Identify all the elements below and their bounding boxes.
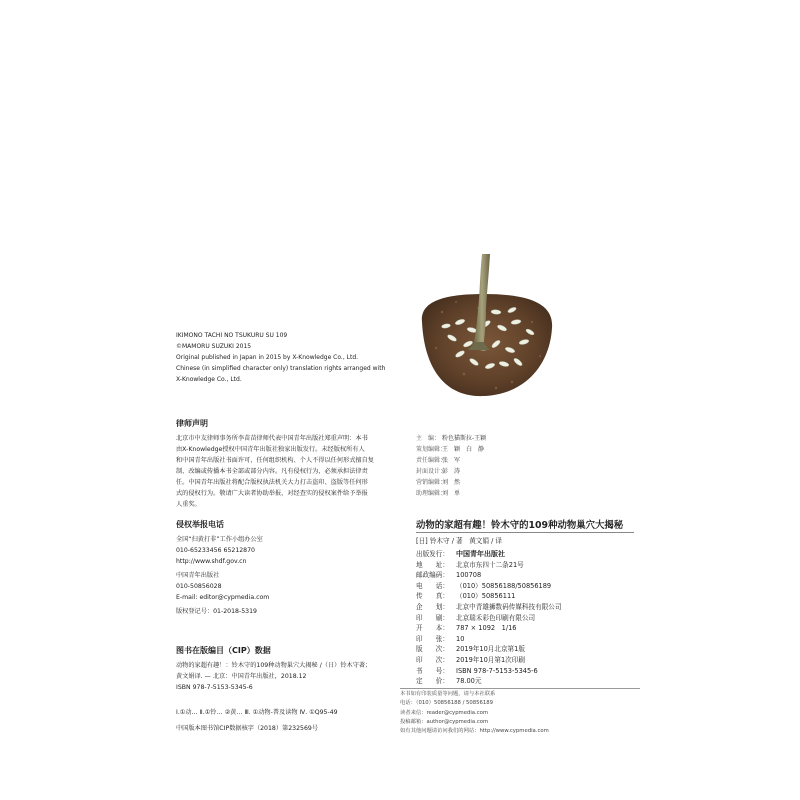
pub-row: [416, 559, 524, 569]
footer-line: 如有其他问题请访问我们的网站：http://www.cypmedia.com: [400, 728, 549, 735]
original-info-line: ©MAMORU SUZUKI 2015: [176, 343, 252, 350]
book-title: 动物的家超有趣！铃木守的109种动物巢穴大揭秘: [416, 520, 624, 531]
pub-label: 电 话：: [416, 581, 449, 590]
pub-label: 企 划：: [416, 603, 449, 611]
credit-value: 粉色猫斯拉-王颖: [442, 435, 487, 442]
pub-label: 印 次：: [416, 656, 449, 664]
piracy-report-heading: 侵权举报电话: [176, 520, 224, 529]
publisher-name: 中国青年出版社: [176, 572, 220, 579]
credit-row: [416, 466, 460, 475]
pub-row: [416, 633, 464, 643]
original-info-line: Chinese (in simplified character only) translation rights arranged with: [176, 365, 386, 372]
credit-row: [416, 433, 486, 442]
report-website: http://www.shdf.gov.cn: [176, 558, 247, 565]
pub-row: [416, 675, 481, 685]
credit-label: 责任编辑：: [416, 457, 447, 464]
pub-row: [416, 580, 551, 590]
credit-label: 封面设计：: [416, 468, 447, 475]
credit-value: 张 军: [442, 457, 461, 464]
publisher-phone: 010-50856028: [176, 583, 222, 590]
pub-label: 开 本：: [416, 624, 449, 633]
credit-value: 王 颖 白 静: [442, 446, 485, 453]
pub-label: 印 刷：: [416, 613, 449, 622]
pub-row: [416, 548, 505, 559]
original-info-line: X-Knowledge Co., Ltd.: [176, 376, 242, 383]
cip-data: [176, 660, 371, 734]
legal-line: 北京市中友律师事务所李苗苗律师代表中国青年出版社郑重声明：本书: [176, 435, 368, 442]
pub-label: 出版发行：: [416, 550, 449, 558]
pub-row: [416, 601, 562, 611]
pub-value: 北京中青雄狮数码传媒科技有限公司: [456, 603, 562, 611]
piracy-report-contacts: [176, 534, 269, 617]
credit-label: 主 编：: [416, 435, 441, 442]
publisher-email: E-mail: editor@cypmedia.com: [176, 594, 270, 601]
pub-row: [416, 665, 538, 675]
editorial-credits: [416, 433, 596, 503]
pub-label: 地 址：: [416, 560, 449, 569]
pub-label: 版 次：: [416, 645, 449, 654]
original-edition-info: [176, 330, 385, 385]
pub-row: [416, 612, 535, 622]
legal-line: 人重奖。: [176, 501, 201, 508]
credit-label: 营销编辑：: [416, 479, 447, 486]
footer-notes: [400, 690, 549, 736]
pub-value: 10: [456, 634, 465, 643]
pub-value: 北京市东四十二条21号: [456, 560, 524, 569]
cip-line: 动物的家超有趣！：铃木守的109种动物巢穴大揭秘 /（日）铃木守著；: [176, 662, 372, 669]
credit-value: 刘 然: [442, 479, 461, 486]
credit-row: [416, 488, 460, 497]
footer-divider: [400, 688, 640, 689]
cip-classification: Ⅰ.①动… Ⅱ.①铃… ②黄… Ⅲ. ①动物-普及读物 Ⅳ. ①Q95-49: [176, 709, 338, 716]
pub-label: 邮政编码：: [416, 571, 449, 580]
legal-line: 任。中国青年出版社将配合版权执法机关大力打击盗印、盗版等任何形: [176, 479, 368, 486]
footer-line: 读者来信：reader@cypmedia.com: [400, 709, 489, 716]
pub-value: （010）50856111: [456, 592, 516, 601]
legal-statement-text: [176, 433, 390, 510]
copyright-registration: 版权登记号：01-2018-5319: [176, 608, 257, 615]
cip-line: 黄文娟译. — 北京：中国青年出版社，2018.12: [176, 673, 307, 680]
legal-line: 制、改编或传播本书全部或部分内容。凡有侵权行为，必须承担法律责: [176, 468, 368, 475]
pub-label: 印 张：: [416, 634, 449, 643]
pub-row: [416, 643, 525, 653]
pub-row: [416, 622, 516, 632]
legal-line: 由X-Knowledge授权中国青年出版社独家出版发行。未经版权所有人: [176, 446, 365, 453]
publication-details: [416, 548, 616, 688]
pub-value: 2019年10月北京第1版: [456, 645, 525, 654]
cip-heading: 图书在版编目（CIP）数据: [176, 646, 271, 655]
credit-label: 策划编辑：: [416, 446, 447, 453]
original-info-line: IKIMONO TACHI NO TSUKURU SU 109: [176, 332, 288, 339]
credit-label: 助理编辑：: [416, 490, 447, 497]
pub-value: 北京瑞禾彩色印刷有限公司: [456, 613, 536, 622]
footer-line: 本书如有印装质量等问题，请与本社联系: [400, 691, 496, 697]
pub-value: （010）50856188/50856189: [456, 581, 552, 590]
credit-row: [416, 444, 484, 453]
credit-value: 刘 单: [442, 490, 461, 497]
original-info-line: Original published in Japan in 2015 by X-Knowledge Co., Ltd.: [176, 354, 359, 361]
footer-line: 电话：（010）50856188 / 50856189: [400, 700, 494, 707]
cip-check-number: 中国版本图书馆CIP数据核字（2018）第232569号: [176, 725, 319, 732]
pub-row: [416, 569, 481, 579]
pub-value: 78.00元: [456, 677, 482, 686]
footer-line: 投稿邮箱：author@cypmedia.com: [400, 718, 489, 725]
pub-value: 2019年10月第1次印刷: [456, 656, 525, 664]
pub-row: [416, 654, 525, 664]
author-translator: [日] 铃木守 / 著 黄文娟 / 译: [416, 537, 503, 545]
cip-line: ISBN 978-7-5153-5345-6: [176, 684, 253, 691]
pub-value: 787 × 1092 1/16: [456, 624, 517, 633]
report-office: 全国“扫黄打非”工作小组办公室: [176, 536, 263, 543]
credit-row: [416, 477, 460, 486]
legal-statement-heading: 律师声明: [176, 419, 208, 428]
pub-label: 书 号：: [416, 666, 449, 675]
tree-trunk-with-leaf-litter-nest-icon: [412, 252, 560, 402]
title-divider: [416, 532, 634, 533]
pub-label: 传 真：: [416, 592, 449, 601]
pub-label: 定 价：: [416, 677, 449, 686]
legal-line: 式的侵权行为。敬请广大读者协助举报，对经查实的侵权案件给予举报: [176, 490, 368, 497]
report-phone: 010-65233456 65212870: [176, 547, 255, 554]
credit-row: [416, 455, 460, 464]
pub-value: ISBN 978-7-5153-5345-6: [456, 666, 538, 675]
pub-value: 100708: [456, 571, 482, 580]
publisher-logo: 中国青年出版社: [456, 549, 505, 558]
pub-row: [416, 590, 515, 600]
legal-line: 和中国青年出版社书面许可，任何组织机构、个人不得以任何形式擅自复: [176, 457, 374, 464]
credit-value: 彭 涛: [442, 468, 461, 475]
